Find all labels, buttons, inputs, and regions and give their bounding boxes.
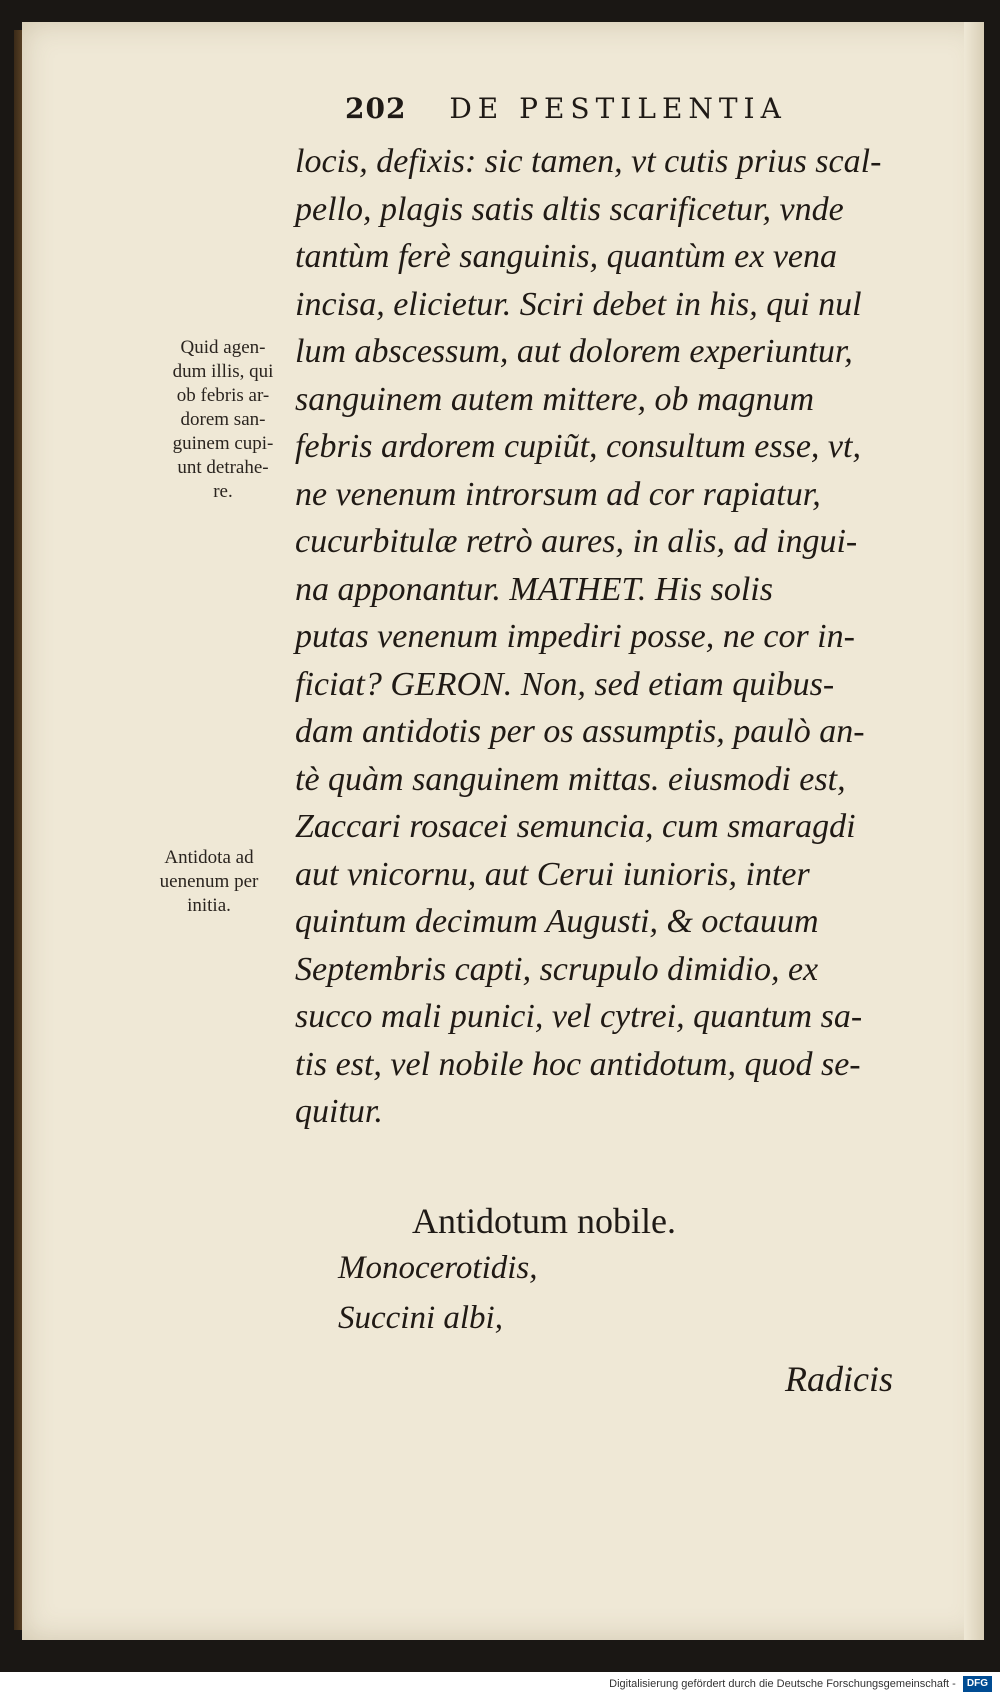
text-line: locis, defixis: sic tamen, vt cutis prius scal- (295, 143, 882, 180)
margin-note-line: unt detrahe- (177, 457, 269, 478)
recipe-item: Monocerotidis, (338, 1250, 538, 1286)
page-edge (964, 22, 984, 1640)
margin-note-line: dorem san- (180, 409, 266, 430)
text-line: incisa, elicietur. Sciri debet in his, qui nul (295, 285, 862, 323)
margin-note-line: dum illis, qui (172, 361, 274, 382)
margin-note-antidota (134, 846, 284, 918)
text-line: aut vnicornu, aut Cerui iunioris, inter (295, 855, 810, 893)
margin-note-quid-agendum (148, 336, 298, 504)
digitization-footer (0, 1672, 1000, 1697)
text-line: ficiat? GERON. Non, sed etiam quibus- (295, 665, 835, 703)
text-line: tantùm ferè sanguinis, quantùm ex vena (295, 238, 838, 275)
text-line: quintum decimum Augusti, & octauum (295, 903, 819, 940)
page-number: 202 (345, 92, 407, 125)
text-line: ne venenum introrsum ad cor rapiatur, (295, 475, 821, 513)
running-header (345, 92, 905, 132)
margin-note-line: re. (213, 481, 233, 502)
text-line: tè quàm sanguinem mittas. eiusmodi est, (295, 760, 846, 798)
text-line: febris ardorem cupiũt, consultum esse, vt, (295, 428, 861, 465)
running-title: DE PESTILENTIA (449, 92, 787, 125)
text-line: pello, plagis satis altis scarificetur, vnde (295, 190, 844, 228)
text-line: succo mali punici, vel cytrei, quantum sa- (295, 998, 863, 1035)
text-line: lum abscessum, aut dolorem experiuntur, (295, 333, 853, 370)
text-line: na apponantur. MATHET. His solis (295, 570, 773, 608)
catchword: Radicis (785, 1359, 893, 1399)
text-line: Zaccari rosacei semuncia, cum smaragdi (295, 808, 856, 845)
text-line: putas venenum impediri posse, ne cor in- (295, 618, 855, 655)
margin-note-line: guinem cupi- (172, 433, 274, 454)
margin-note-line: Quid agen- (180, 337, 266, 358)
text-line: cucurbitulæ retrò aures, in alis, ad ingui- (295, 523, 858, 560)
margin-note-line: Antidota ad (164, 847, 254, 868)
margin-note-line: ob febris ar- (176, 385, 270, 406)
recipe-title: Antidotum nobile. (412, 1201, 676, 1241)
main-text-block (295, 138, 955, 1136)
text-line: tis est, vel nobile hoc antidotum, quod se- (295, 1045, 861, 1083)
text-line: Septembris capti, scrupulo dimidio, ex (295, 950, 819, 988)
margin-note-line: uenenum per (159, 871, 259, 892)
footer-credit: Digitalisierung gefördert durch die Deutsche Forschungsgemeinschaft - (609, 1678, 956, 1690)
text-line: sanguinem autem mittere, ob magnum (295, 380, 815, 418)
text-line: dam antidotis per os assumptis, paulò an- (295, 713, 865, 750)
margin-note-line: initia. (187, 895, 231, 916)
recipe-item: Succini albi, (338, 1300, 503, 1336)
text-line: quitur. (295, 1093, 383, 1130)
dfg-logo: DFG (963, 1676, 992, 1692)
